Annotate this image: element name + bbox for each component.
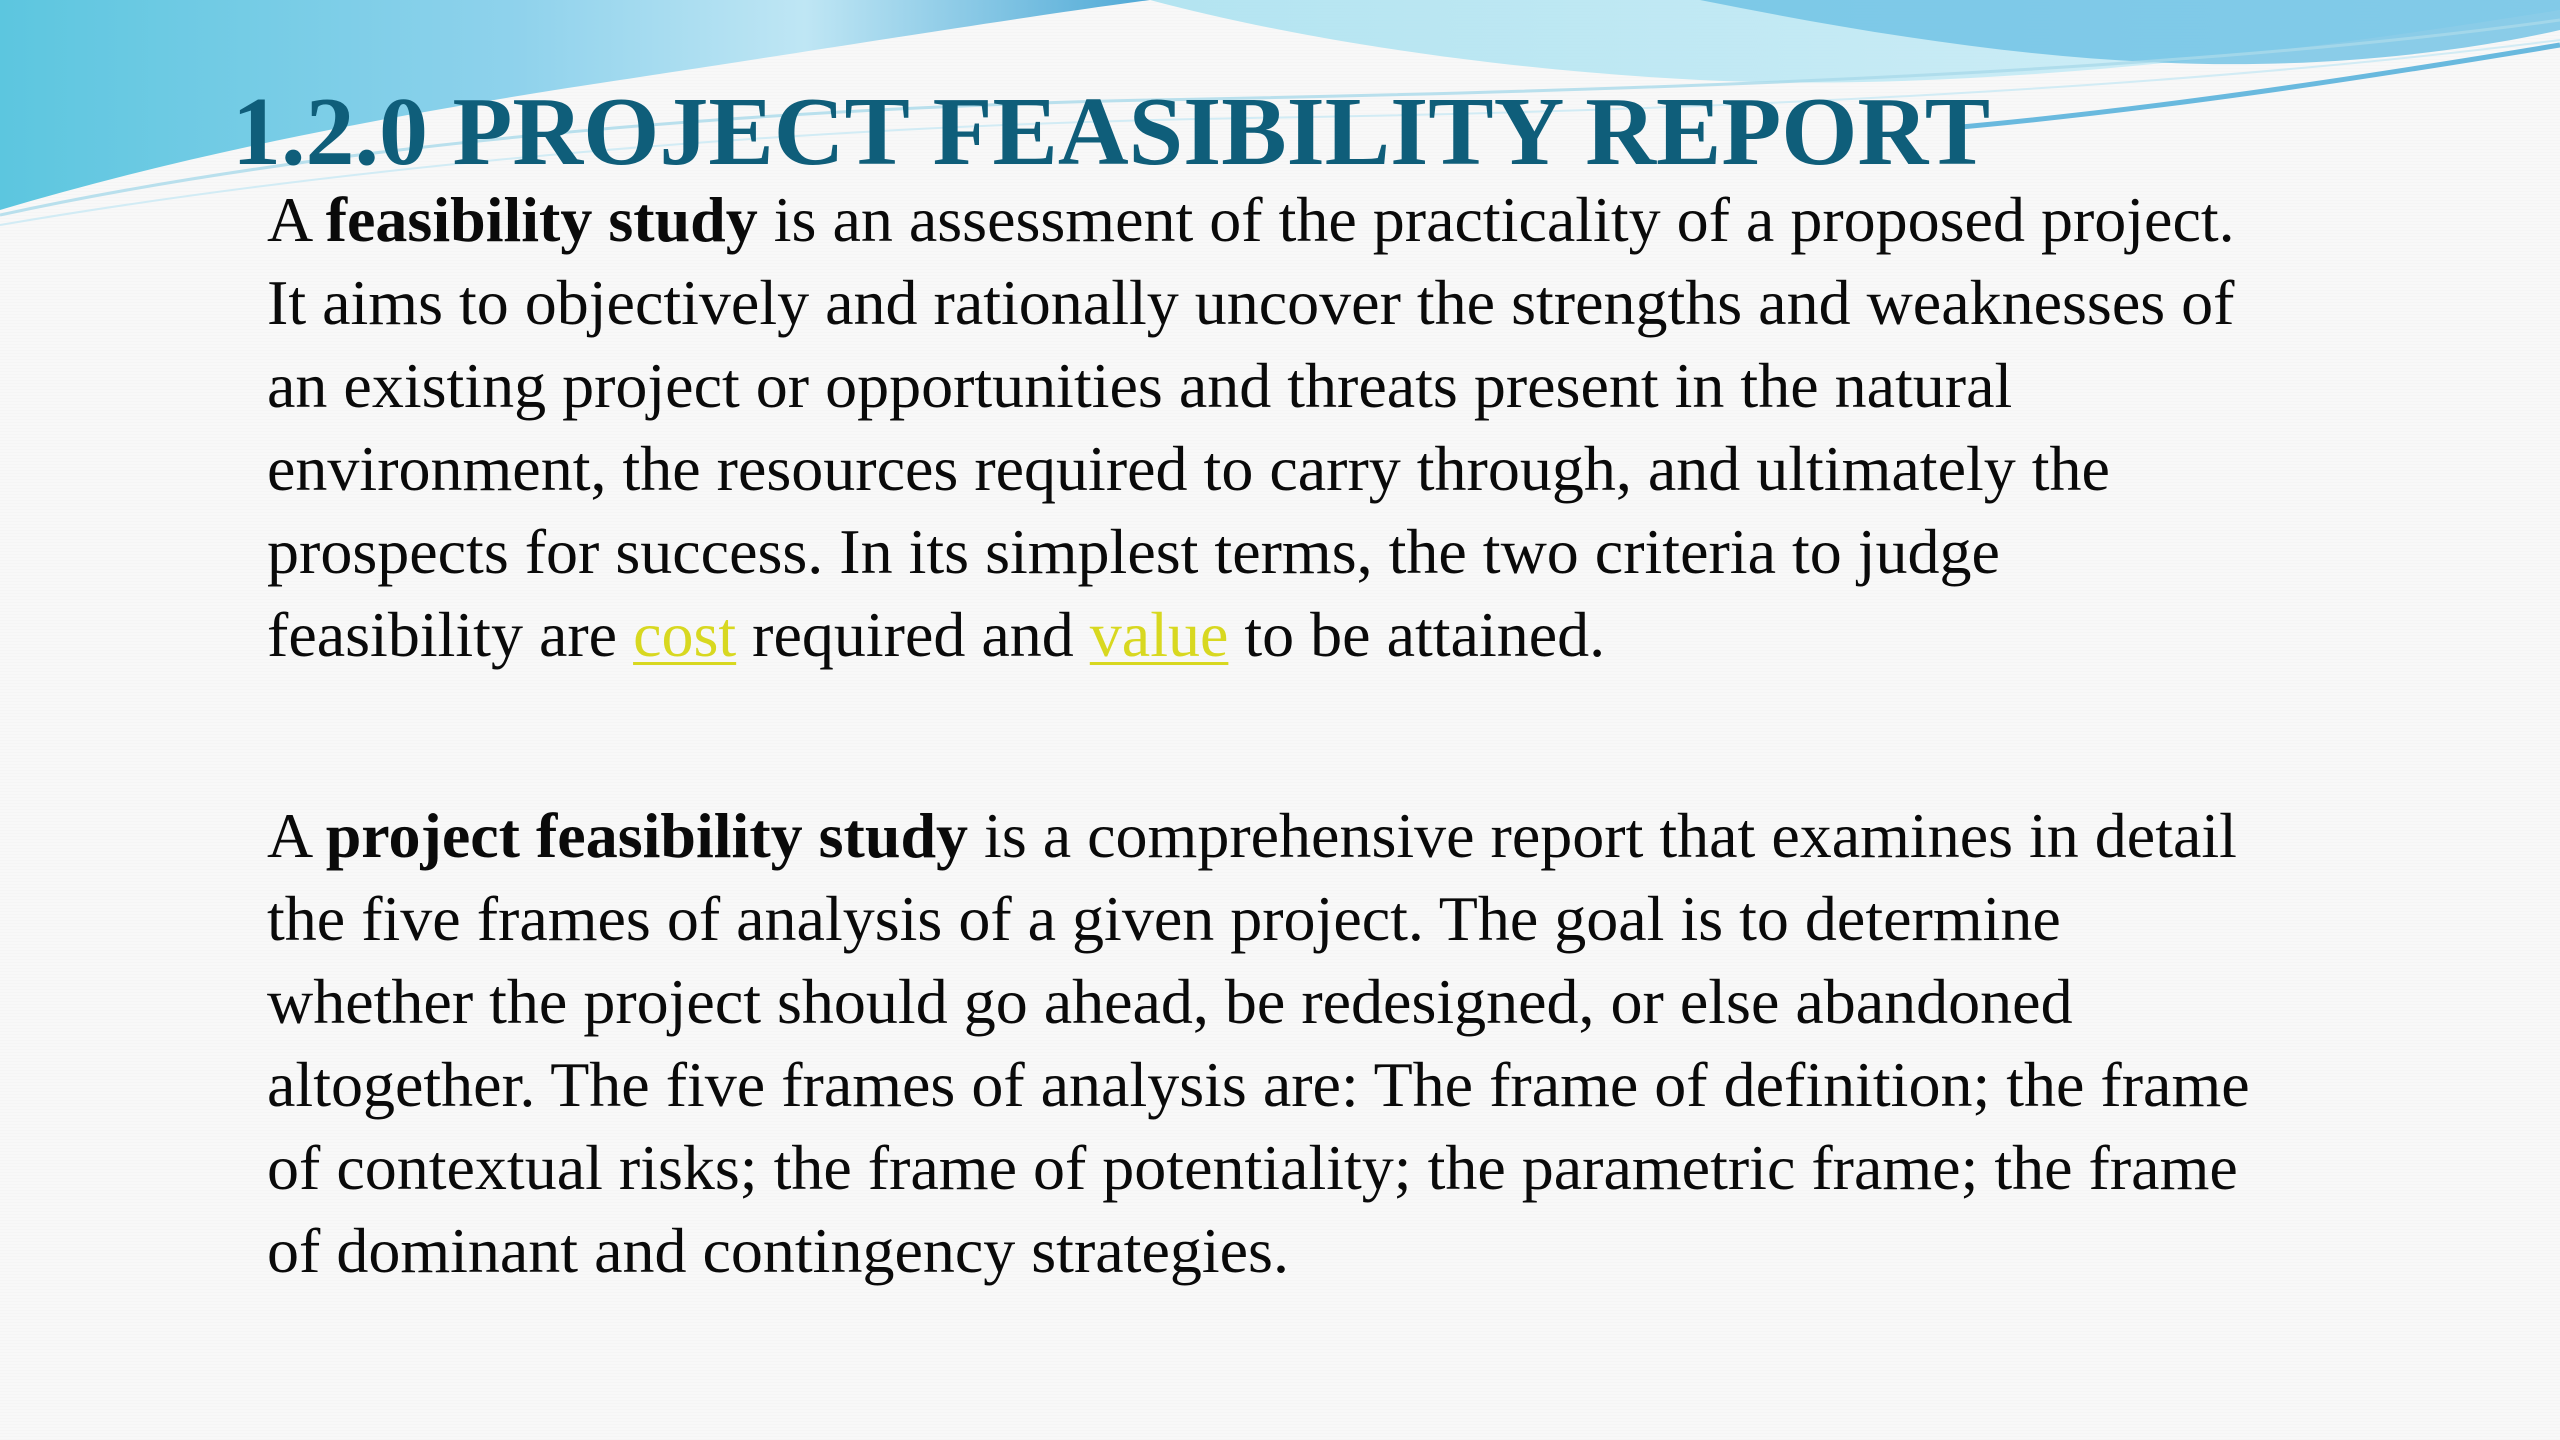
paragraph-project-feasibility-study	[267, 794, 2447, 1292]
paragraph2-line1	[267, 794, 2447, 877]
paragraph1-line6	[267, 593, 2447, 676]
paragraph1-intro: A	[267, 184, 326, 255]
paragraph1-line5: prospects for success. In its simplest terms, the two criteria to judge	[267, 516, 2000, 587]
slide-title: 1.2.0 PROJECT FEASIBILITY REPORT	[232, 78, 1991, 186]
paragraph2-intro: A	[267, 800, 326, 871]
term-feasibility-study: feasibility study	[325, 184, 758, 255]
paragraph1-line4: environment, the resources required to carry through, and ultimately the	[267, 433, 2110, 504]
paragraph1-line2: It aims to objectively and rationally uncover the strengths and weaknesses of	[267, 267, 2235, 338]
paragraph1-line3: an existing project or opportunities and threats present in the natural	[267, 350, 2013, 421]
paragraph1-line1	[267, 178, 2447, 261]
paragraph2-line1-rest: is a comprehensive report that examines in detail	[968, 800, 2237, 871]
paragraph1-line6-mid: required and	[736, 599, 1090, 670]
paragraph-feasibility-study	[267, 178, 2447, 676]
paragraph1-line1-rest: is an assessment of the practicality of a proposed project.	[757, 184, 2235, 255]
paragraph2-line4: altogether. The five frames of analysis are: The frame of definition; the frame	[267, 1049, 2250, 1120]
paragraph2-line2: the five frames of analysis of a given project. The goal is to determine	[267, 883, 2061, 954]
value-link[interactable]: value	[1089, 599, 1229, 670]
paragraph1-line6-start: feasibility are	[267, 599, 634, 670]
term-project-feasibility-study: project feasibility study	[325, 800, 969, 871]
paragraph1-line6-end: to be attained.	[1228, 599, 1606, 670]
paragraph2-line6: of dominant and contingency strategies.	[267, 1215, 1289, 1286]
paragraph2-line5: of contextual risks; the frame of potentiality; the parametric frame; the frame	[267, 1132, 2238, 1203]
cost-link[interactable]: cost	[633, 599, 737, 670]
paragraph2-line3: whether the project should go ahead, be redesigned, or else abandoned	[267, 966, 2073, 1037]
